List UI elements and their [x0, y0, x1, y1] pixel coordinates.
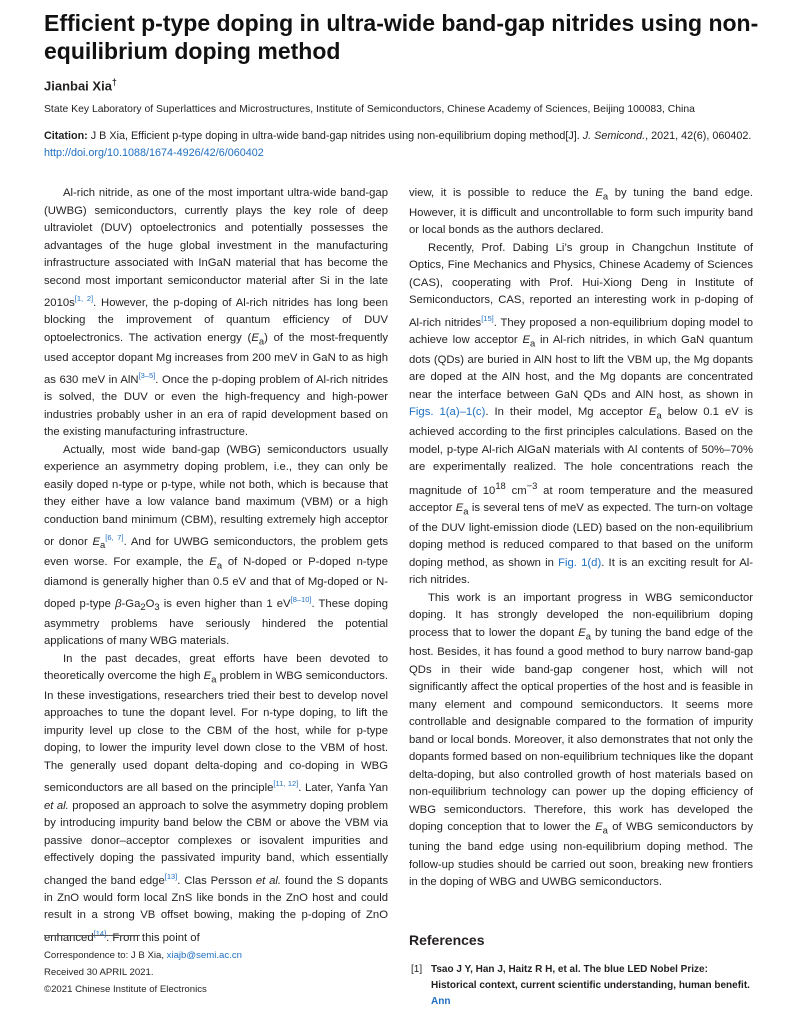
correspondence: Correspondence to: J B Xia, xiajb@semi.ac.cn	[44, 950, 242, 961]
author-name	[44, 77, 117, 93]
citation-label: Citation:	[44, 130, 88, 142]
citation-text: J B Xia, Efficient p-type doping in ultra-wide band-gap nitrides using non-equilibrium doping method[J].	[87, 130, 583, 142]
citation-journal: J. Semicond.	[582, 130, 646, 142]
ref-citation[interactable]: [11, 12]	[273, 779, 299, 789]
email-link[interactable]: xiajb@semi.ac.cn	[166, 950, 242, 961]
ref-citation[interactable]: [14]	[93, 928, 107, 938]
paragraph: Actually, most wide band-gap (WBG) semiconductors usually experience an asymmetry doping problem, i.e., they can only be easily doped n-type or p-type, while not both, which is because that they either have a low valance band maximum (VBM) or a high conduction band minimum (CBM), resulting extremely high acceptor or donor $E_a[6, 7]$. And for UWBG semiconductors, the problem gets even worse. For example, the $E_a$ of N-doped or P-doped n-type diamond is generally higher than 0.5 eV and that of Mg-doped or N-doped p-type $\beta-Ga_2O_3$ is even higher than 1 eV[8–10]. These doping asymmetry problems have seriously hindered the potential applications of many WBG materials.	[44, 443, 388, 648]
paragraph: Recently, Prof. Dabing Li’s group in Changchun Institute of Optics, Fine Mechanics and Physics, Chinese Academy of Sciences (CAS), cooperating with Prof. Hui-Xiong Deng in Institute of Semiconductors, CAS, reported an interesting work in p-doping of Al-rich nitrides[15]. They proposed a non-equilibrium doping model to achieve low acceptor $E_a$ in Al-rich nitrides, in which GaN quantum dots (QDs) are buried in AlN host to lift the VBM up, the Mg dopants are doped at the AlN host, and the Mg dopants are concentrated near the interface between GaN QDs and AlN host, as shown in Figs. 1(a)–1(c). In their model, Mg acceptor $E_a$ below 0.1 eV is achieved according to the first principles calculations. Based on the model, p-type Al-rich AlGaN materials with Al contents of 50%–70% are experimentally realized. The hole concentrations reach the magnitude of $10^{18}$ $cm^{-3}$ at room temperature and the measured acceptor $E_a$ is several tens of meV as expected. The turn-on voltage of the DUV light-emission diode (LED) based on the non-equilibrium doping method is reduced compared to that based on the uniform doping method, as shown in Fig. 1(d). It is an exciting result for Al-rich nitrides.	[409, 241, 754, 587]
received-date: Received 30 APRIL 2021.	[44, 967, 154, 978]
ref-citation[interactable]: [1, 2]	[74, 294, 94, 303]
ref-citation[interactable]: [6, 7]	[105, 533, 124, 543]
author-name-text: Jianbai Xia	[44, 78, 112, 94]
copyright: ©2021 Chinese Institute of Electronics	[44, 984, 207, 995]
ref-citation[interactable]: [3–5]	[138, 371, 156, 381]
paragraph: In the past decades, great efforts have been devoted to theoretically overcome the high $E_a$ problem in WBG semiconductors. In these investigations, researchers tried their best to develop novel approaches to tune the dopant level. For n-type doping, to lift the impurity level up close to the CBM of the host, while for p-type doping, to lower the impurity level down close to the VBM of host. The generally used dopant delta-doping and co-doping in WBG semiconductors are all based on the principle[11, 12]. Later, Yanfa Yan et al. proposed an approach to solve the asymmetry doping problem by introducing impurity band below the CBM or above the VBM via passive donor–acceptor complexes or isovalent impurities and effectively doping the passivated impurity band, which essentially changed the band edge[13]. Clas Persson et al. found the S dopants in ZnO would form local ZnS like bonds in the ZnO host and could result in a strong VB offset bowing, making the p-doping of ZnO enhanced[14]. From this point of	[44, 652, 388, 944]
right-column	[409, 185, 753, 892]
figure-link[interactable]: Figs. 1(a)–1(c)	[409, 406, 486, 419]
article-title: Efficient p-type doping in ultra-wide band-gap nitrides using non-equilibrium doping method	[44, 10, 759, 64]
ref-citation[interactable]: [15]	[481, 313, 494, 323]
ref-citation[interactable]: [13]	[164, 871, 178, 881]
references-heading: References	[409, 932, 485, 948]
ref-citation[interactable]: [8–10]	[290, 595, 312, 605]
figure-link[interactable]: Fig. 1(d)	[558, 556, 602, 569]
paragraph: Al-rich nitride, as one of the most important ultra-wide band-gap (UWBG) semiconductors, currently plays the key role of deep ultraviolet (DUV) optoelectronics and potentially possesses the advantages of the huge global investment in the manufacturing infrastructure associated with InGaN material that has become the second most important semiconductor material after Si in the late 2010s[1, 2]. However, the p-doping of Al-rich nitrides has long been blocking the improvement of quantum efficiency of DUV optoelectronics. The activation energy $(E_a)$ of the most-frequently used acceptor dopant Mg increases from 200 meV in GaN to as high as 630 meV in AlN[3–5]. Once the p-doping problem of Al-rich nitrides is solved, the DUV or even the high-frequency and high-power industries probably usher in an era of rapid development based on the existing manufacturing infrastructure.	[44, 187, 388, 439]
paragraph: This work is an important progress in WBG semiconductor doping. It has strongly developed the non-equilibrium doping process that to lower the dopant $E_a$ by tuning the band edge of the host. Besides, it has found a good method to bury narrow band-gap QDs in their wide band-gap congener host, which will not significantly affect the optical properties of the host and is feasible in many element and compound semiconductors. It seems more controllable and designable compared to the formation of impurity band or local bonds. Moreover, it also demonstrates that not only the dopants formed based on non-equilibrium techniques like the dopant delta-doping, but also controlled growth of host materials based on non-equilibrium technology can power up the doping efficiency of WBG semiconductors. Therefore, this work has developed the doping conception that to lower the $E_a$ of WBG semiconductors by tuning the band edge using non-equilibrium doping method. The follow-up studies should be carried out soon, breaking new frontiers in the doping of WBG and UWBG semiconductors.	[409, 591, 753, 889]
author-mark: †	[111, 77, 117, 87]
reference-number: [1]	[411, 964, 423, 975]
affiliation: State Key Laboratory of Superlattices and Microstructures, Institute of Semiconductors, Chinese Academy of Sciences, Beijing 100083, China	[44, 104, 695, 115]
doi-link[interactable]: http://doi.org/10.1088/1674-4926/42/6/060402	[44, 147, 264, 159]
reference-item	[409, 962, 753, 1010]
citation	[44, 128, 754, 162]
left-column	[44, 185, 388, 947]
reference-link[interactable]: Ann	[431, 996, 451, 1007]
reference-text: Tsao J Y, Han J, Haitz R H, et al. The blue LED Nobel Prize: Historical context, current scientific understanding, human benefit.	[431, 964, 750, 991]
footnote-divider	[44, 935, 140, 936]
paragraph: view, it is possible to reduce the $E_a$ by tuning the band edge. However, it is difficult and uncontrollable to form such impurity band or local bonds as the authors declared.	[409, 187, 753, 237]
citation-details: , 2021, 42(6), 060402.	[645, 130, 752, 142]
